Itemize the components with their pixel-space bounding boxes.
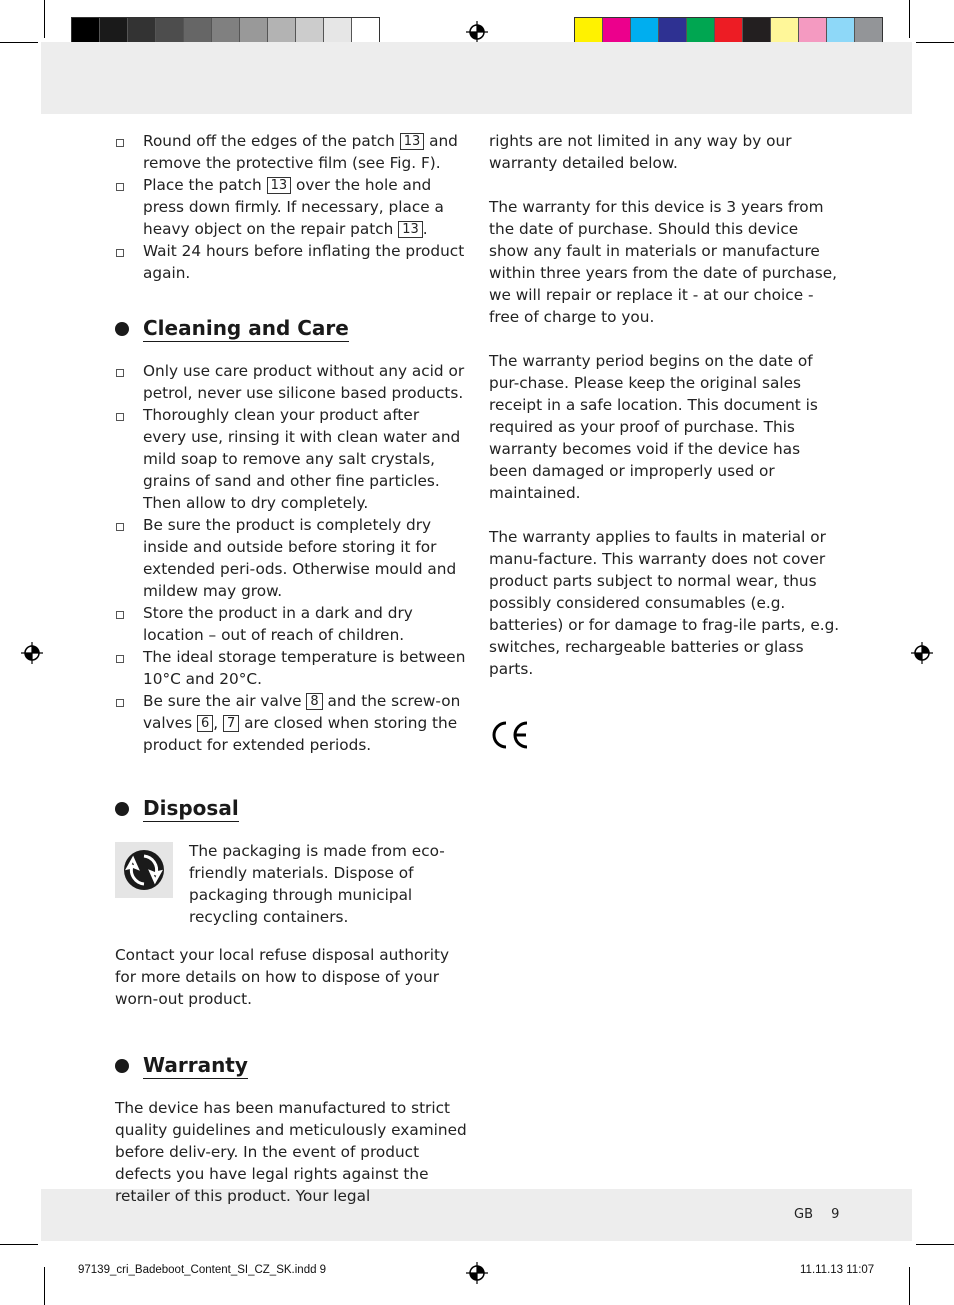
disposal-packaging-text: The packaging is made from eco-friendly materials. Dispose of packaging through municipal recycling containers. [189,842,445,926]
cleaning-list [115,360,467,756]
checkbox-bullet-icon [116,523,124,531]
heading-text: Warranty [143,1053,248,1077]
item-text: Store the product in a dark and dry location – out of reach of children. [143,604,413,644]
language-code: GB [794,1207,813,1222]
crop-mark [44,1267,45,1305]
list-item [115,240,467,284]
checkbox-bullet-icon [116,611,124,619]
warranty-paragraph: The warranty applies to faults in material or manu-facture. This warranty does not cover product parts subject to normal wear, thus possibly considered consumables (e.g. batteries) or for damage to frag-ile parts, e.g. switches, rechargeable batteries or glass parts. [489,528,840,678]
recycling-icon [115,842,173,898]
list-item [115,360,467,404]
warranty-paragraph: rights are not limited in any way by our warranty detailed below. [489,132,792,172]
list-item [115,130,467,174]
part-number-ref: 6 [197,715,213,732]
item-text: Be sure the air valve [143,692,307,710]
crop-mark [44,0,45,38]
list-item [115,646,467,690]
item-text: over the hole and press down firmly. If necessary, place a heavy object on the repair patch [143,176,444,238]
crop-mark [916,42,954,43]
list-item [115,602,467,646]
checkbox-bullet-icon [116,369,124,377]
section-heading-disposal [115,795,467,821]
item-text: Round off the edges of the patch [143,132,400,150]
section-heading-warranty [115,1052,467,1078]
warranty-text: The device has been manufactured to strict quality guidelines and meticulously examined before deliv-ery. In the event of product defects you have legal rights against the retailer of this product. Your legal [115,1099,467,1205]
disposal-contact-text: Contact your local refuse disposal authority for more details on how to dispose of your worn-out product. [115,946,449,1008]
item-text: and remove the protective film (see Fig. F). [143,132,458,172]
header-band [41,42,912,114]
repair-steps-list [115,130,467,284]
ce-mark-icon [489,720,531,750]
slug-filename: 97139_cri_Badeboot_Content_SI_CZ_SK.indd 9 [78,1264,327,1276]
crop-mark [909,1267,910,1305]
part-number-ref: 13 [400,133,425,150]
checkbox-bullet-icon [116,183,124,191]
checkbox-bullet-icon [116,655,124,663]
list-item [115,514,467,602]
right-column [489,130,841,756]
section-heading-cleaning [115,315,467,341]
item-text: Wait 24 hours before inflating the product again. [143,242,465,282]
slug-timestamp: 11.11.13 11:07 [800,1264,875,1276]
left-column [115,130,467,1207]
crop-mark [916,1244,954,1245]
heading-bullet-icon [115,802,129,816]
heading-bullet-icon [115,322,129,336]
checkbox-bullet-icon [116,413,124,421]
item-text: . [422,220,428,238]
part-number-ref: 8 [306,693,322,710]
checkbox-bullet-icon [116,249,124,257]
item-text: Be sure the product is completely dry inside and outside before storing it for extended peri-ods. Otherwise mould and mildew may grow. [143,516,457,600]
list-item [115,404,467,514]
checkbox-bullet-icon [116,699,124,707]
checkbox-bullet-icon [116,139,124,147]
item-text: are closed when storing the product for extended periods. [143,714,458,754]
part-number-ref: 13 [267,177,292,194]
heading-text: Disposal [143,796,239,820]
crop-mark [0,1244,38,1245]
warranty-paragraph: The warranty period begins on the date of pur-chase. Please keep the original sales receipt in a safe location. This document is required as your proof of purchase. This warranty becomes void if the device has been damaged or improperly used or maintained. [489,352,818,502]
registration-mark-icon [21,642,43,664]
list-item [115,174,467,240]
registration-mark-icon [466,1262,488,1284]
registration-mark-icon [911,642,933,664]
disposal-info [115,840,467,928]
part-number-ref: 7 [223,715,239,732]
part-number-ref: 13 [398,221,423,238]
item-text: Place the patch [143,176,267,194]
crop-mark [0,42,38,43]
item-text: Thoroughly clean your product after every use, rinsing it with clean water and mild soap to remove any salt crystals, grains of sand and other fine particles. Then allow to dry completely. [143,406,461,512]
item-text: Only use care product without any acid or petrol, never use silicone based products. [143,362,465,402]
page-number [794,1207,839,1222]
heading-bullet-icon [115,1059,129,1073]
warranty-paragraph: The warranty for this device is 3 years from the date of purchase. Should this device show any fault in materials or manufacture within three years from the date of purchase, we will repair or replace it - at our choice - free of charge to you. [489,198,838,326]
list-item [115,690,467,756]
heading-text: Cleaning and Care [143,316,349,340]
item-text: and the screw-on valves [143,692,461,732]
registration-mark-icon [466,21,488,43]
page-number-value: 9 [831,1207,840,1222]
item-text: , [213,714,223,732]
crop-mark [909,0,910,38]
item-text: The ideal storage temperature is between 10°C and 20°C. [143,648,466,688]
